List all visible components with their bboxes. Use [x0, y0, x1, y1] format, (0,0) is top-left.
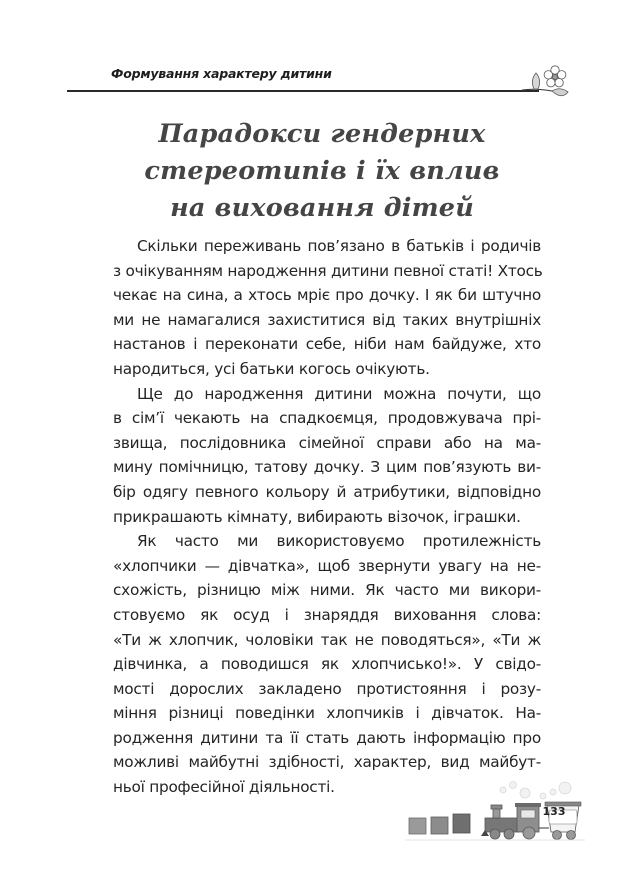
text-line: Ще до народження дитини можна почути, що: [137, 384, 541, 403]
text-line: Як часто ми використовуємо протилежність: [137, 532, 541, 551]
text-line: прикрашають кімнату, вибирають візочок, іграшки.: [113, 507, 521, 526]
paragraph-2: [113, 382, 541, 530]
text-line: «хлопчики — дівчатка», щоб звернути увагу на не-: [113, 556, 541, 575]
text-line: дівчинка, а поводишся як хлопчисько!». У свідо-: [113, 655, 541, 674]
title-line: на виховання дітей: [170, 193, 474, 223]
text-line: ньої професійної діяльності.: [113, 778, 335, 797]
text-line: схожість, різницю між ними. Як часто ми викори-: [113, 581, 541, 600]
text-line: бір одягу певного кольору й атрибутики, відповідно: [113, 482, 541, 501]
text-line: родження дитини та її стать дають інформацію про: [113, 728, 541, 747]
page-number: 133: [542, 805, 566, 818]
text-line: настанов і переконати себе, ніби нам байдуже, хто: [113, 335, 541, 354]
text-line: мину помічницю, татову дочку. З цим пов’язують ви-: [113, 458, 541, 477]
text-line: мості дорослих закладено протистояння і розу-: [113, 679, 541, 698]
text-line: звища, послідовника сімейної справи або на ма-: [113, 433, 541, 452]
paragraph-1: [113, 234, 541, 382]
header-rule: [67, 90, 539, 92]
text-line: в сім’ї чекають на спадкоємця, продовжувача прі-: [113, 409, 541, 428]
running-head: Формування характеру дитини: [111, 66, 332, 81]
text-line: можливі майбутні здібності, характер, вид майбут-: [113, 753, 541, 772]
body-text: [113, 234, 541, 800]
text-line: «Ти ж хлопчик, чоловіки так не поводяться», «Ти ж: [113, 630, 541, 649]
text-line: народиться, усі батьки когось очікують.: [113, 359, 430, 378]
title-line: стереотипів і їх вплив: [144, 156, 500, 186]
paragraph-3: [113, 529, 541, 800]
flower-icon: [522, 64, 572, 104]
chapter-title: [100, 116, 544, 227]
text-line: стовуємо як осуд і знаряддя виховання слова:: [113, 605, 541, 624]
text-line: ми не намагалися захиститися від таких внутрішніх: [113, 310, 541, 329]
text-line: чекає на сина, а хтось мріє про дочку. І як би штучно: [113, 286, 541, 305]
text-line: з очікуванням народження дитини певної статі! Хтось: [113, 261, 543, 280]
title-line: Парадокси гендерних: [158, 119, 486, 149]
text-line: міння різниці поведінки хлопчиків і дівчаток. На-: [113, 704, 541, 723]
text-line: Скільки переживань пов’язано в батьків і родичів: [137, 237, 541, 255]
